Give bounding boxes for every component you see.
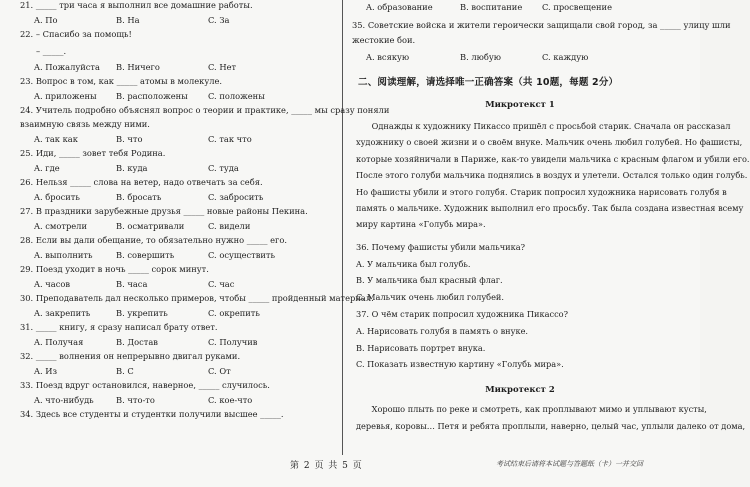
option-b: B. укрепить — [116, 308, 168, 318]
answer-options — [20, 278, 342, 291]
option-b: B. совершить — [116, 250, 175, 260]
option-a: A. Пожалуйста — [34, 62, 100, 72]
option-b: B. С — [116, 366, 134, 376]
question-text: 23. Вопрос в том, как _____ атомы в молекуле. — [20, 76, 223, 86]
option-a: A. приложены — [34, 91, 97, 101]
option-b: B. расположены — [116, 91, 188, 101]
option-b: B. часа — [116, 279, 148, 289]
option-c: C. так что — [208, 134, 252, 144]
option-b: B. Достав — [116, 337, 158, 347]
microtext-2-title: Микротекст 2 — [485, 385, 555, 396]
option-c: C. туда — [208, 163, 239, 173]
answer-options — [20, 14, 342, 27]
question-text: 30. Преподаватель дал несколько примеров, чтобы _____ пройденный материал. — [20, 293, 374, 303]
option-a: A. часов — [34, 279, 71, 289]
answer-options — [20, 336, 342, 349]
option-a: A. выполнить — [34, 250, 93, 260]
answer-options — [20, 365, 342, 378]
option-a: A. По — [34, 15, 58, 25]
question-text: 28. Если вы дали обещание, то обязательно нужно _____ его. — [20, 235, 288, 245]
option-b: B. На — [116, 15, 140, 25]
questions-36-37 — [346, 239, 694, 373]
paragraph-line: После этого голуби мальчика поднялись в воздух и улетели. Остался только один голубь. — [356, 170, 748, 181]
answer-options — [20, 133, 342, 146]
option-b: B. бросать — [116, 192, 162, 202]
option-c: C. окрепить — [208, 308, 260, 318]
option-c: C. Нет — [208, 62, 237, 72]
question-line: B. Нарисовать портрет внука. — [356, 342, 486, 353]
question-line: 36. Почему фашисты убили мальчика? — [356, 241, 525, 252]
option-a: A. Из — [34, 366, 58, 376]
option-a: A. так как — [34, 134, 78, 144]
q35-text-cont: жестокие бои. — [352, 35, 416, 45]
option-c: C. забросить — [208, 192, 264, 202]
option-b: B. что — [116, 134, 143, 144]
paragraph-line: которые хозяйничали в Париже, как-то увидели мальчика с красным флагом и убили его. — [356, 153, 750, 164]
page-footer — [0, 456, 700, 476]
option-b: B. осматривали — [116, 221, 185, 231]
option-a: A. что-нибудь — [34, 395, 94, 405]
question-text: 25. Иди, _____ зовет тебя Родина. — [20, 148, 166, 158]
option-c: C. просвещение — [542, 2, 612, 12]
dialogue-reply: – _____. — [36, 46, 67, 56]
option-c: C. За — [208, 15, 230, 25]
question-text: 33. Поезд вдруг остановился, наверное, _____ случилось. — [20, 380, 270, 390]
option-c: C. кое-что — [208, 395, 253, 405]
answer-options — [20, 191, 342, 204]
microtext-2 — [346, 401, 746, 434]
question-line: 37. О чём старик попросил художника Пикассо? — [356, 309, 568, 320]
option-b: B. любую — [460, 52, 501, 62]
section-heading: 二、阅读理解，请选择唯一正确答案（共 10题，每题 2分） — [358, 77, 619, 88]
paragraph-line: Однажды к художнику Пикассо пришёл с просьбой старик. Сначала он рассказал — [356, 121, 731, 131]
option-b: B. Ничего — [116, 62, 160, 72]
option-c: C. каждую — [542, 52, 589, 62]
question-text: 22. – Спасибо за помощь! — [20, 29, 132, 39]
right-column — [346, 0, 750, 455]
option-c: C. час — [208, 279, 235, 289]
option-a: A. где — [34, 163, 60, 173]
footer-note: 考试结束后请将本试题与答题纸（卡）一并交回 — [496, 460, 643, 468]
q35-text: 35. Советские войска и жители героически защищали свой город, за _____ улицу шли — [352, 20, 731, 30]
option-a: A. Получая — [34, 337, 84, 347]
question-line: B. У мальчика был красный флаг. — [356, 275, 503, 286]
option-c: C. осуществить — [208, 250, 276, 260]
question-text: 26. Нельзя _____ слова на ветер, надо отвечать за себя. — [20, 177, 263, 187]
question-text: 29. Поезд уходит в ночь _____ сорок минут. — [20, 264, 209, 274]
question-text-cont: взаимную связь между ними. — [20, 119, 150, 129]
answer-options — [20, 90, 342, 103]
option-a: A. образование — [366, 2, 433, 12]
option-a: A. смотрели — [34, 221, 87, 231]
option-c: C. положены — [208, 91, 265, 101]
paragraph-line: художнику о своей жизни и о своём внуке. Мальчик очень любил голубей. Но фашисты, — [356, 137, 743, 148]
answer-options — [20, 162, 342, 175]
option-a: A. всякую — [366, 52, 410, 62]
paragraph-line: деревья, коровы… Петя и ребята проплыли, наверно, целый час, уплыли далеко от дома, — [356, 420, 746, 431]
paragraph-line: Хорошо плыть по реке и смотреть, как проплывают мимо и уплывают кусты, — [356, 404, 707, 415]
question-line: C. Показать известную картину «Голубь мира». — [356, 359, 564, 370]
answer-options — [20, 307, 342, 320]
question-line: A. У мальчика был голубь. — [356, 258, 471, 269]
answer-options — [20, 249, 342, 262]
option-a: A. закрепить — [34, 308, 91, 318]
question-text: 34. Здесь все студенты и студентки получили высшее _____. — [20, 409, 284, 419]
question-text: 21. _____ три часа я выполнил все домашние работы. — [20, 0, 253, 10]
question-text: 24. Учитель подробно объяснял вопрос о теории и практике, _____ мы сразу поняли — [20, 105, 390, 115]
question-line: C. Мальчик очень любил голубей. — [356, 292, 504, 303]
answer-options — [20, 394, 342, 407]
q34-options — [352, 1, 694, 14]
option-b: B. воспитание — [460, 2, 523, 12]
paragraph-line: Но фашисты убили и этого голубя. Старик попросил художника нарисовать голубя в — [356, 186, 727, 197]
option-b: B. куда — [116, 163, 148, 173]
question-text: 32. _____ волнения он непрерывно двигал руками. — [20, 351, 241, 361]
page-number: 第 2 页 共 5 页 — [290, 461, 363, 471]
q35-options — [352, 51, 694, 64]
paragraph-line: память о мальчике. Художник выполнил его просьбу. Так была создана известная всему — [356, 203, 744, 214]
option-a: A. бросить — [34, 192, 80, 202]
option-c: C. От — [208, 366, 231, 376]
answer-options — [20, 220, 342, 233]
paragraph-line: миру картина «Голубь мира». — [356, 219, 486, 230]
question-line: A. Нарисовать голубя в память о внуке. — [356, 325, 529, 336]
option-c: C. Получив — [208, 337, 258, 347]
microtext-1 — [346, 118, 750, 233]
microtext-1-title: Микротекст 1 — [485, 100, 555, 110]
question-text: 31. _____ книгу, я сразу написал брату ответ. — [20, 322, 218, 332]
option-b: B. что-то — [116, 395, 155, 405]
option-c: C. видели — [208, 221, 251, 231]
question-text: 27. В праздники зарубежные друзья _____ новые районы Пекина. — [20, 206, 308, 216]
answer-options — [20, 61, 342, 74]
